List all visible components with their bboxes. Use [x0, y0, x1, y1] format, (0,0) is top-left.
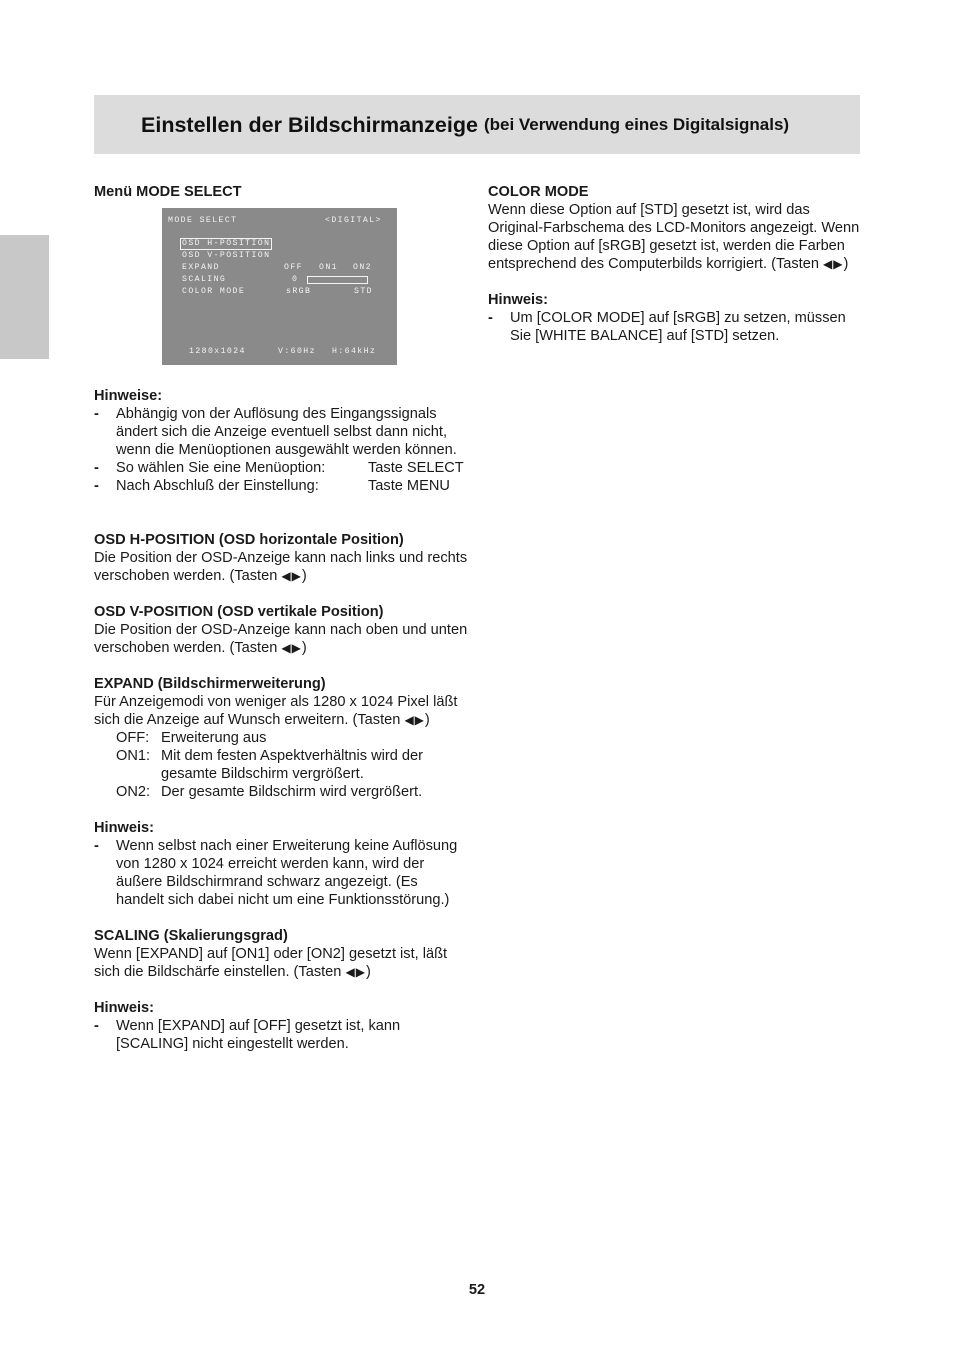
osd-resolution: 1280x1024 [189, 347, 246, 356]
osd-vfreq: V:60Hz [278, 347, 316, 356]
osd-screen-image [162, 208, 397, 365]
key-row-key: Taste SELECT [368, 460, 464, 476]
expand-heading: EXPAND (Bildschirmerweiterung) [94, 676, 326, 692]
key-row-label: So wählen Sie eine Menüoption: [116, 460, 326, 476]
hint2-item: - Wenn [EXPAND] auf [OFF] gesetzt ist, kann [SCALING] nicht eingestellt werden. [94, 1018, 401, 1052]
side-tab [0, 235, 49, 359]
osd-item-expand: EXPAND [182, 263, 220, 272]
osd-color-std: STD [354, 287, 373, 296]
page-title: Einstellen der Bildschirmanzeige [141, 112, 478, 137]
left-column [94, 183, 469, 1053]
section-header [94, 95, 860, 154]
key-row-key: Taste MENU [368, 478, 450, 494]
osd-item-hpos: OSD H-POSITION [182, 239, 271, 248]
key-row-label: Nach Abschluß der Einstellung: [116, 478, 319, 494]
osd-hfreq: H:64kHz [332, 347, 377, 356]
bullet-dash: - [94, 406, 99, 422]
hint2-heading: Hinweis: [94, 1000, 155, 1016]
left-right-arrows-icon: ◀▶ [281, 569, 302, 583]
note-text: Abhängig von der Auflösung des Eingangssignals ändert sich die Anzeige eventuell selbst dann nicht, wenn die Menüoptionen ausgewählt werden können. [116, 406, 457, 458]
key-row [94, 477, 469, 495]
bullet-dash: - [94, 460, 99, 476]
hpos-heading: OSD H-POSITION (OSD horizontale Position) [94, 532, 404, 548]
definition-row: ON2: Der gesamte Bildschirm wird vergrößert. [116, 784, 423, 800]
expand-definitions [94, 729, 469, 801]
osd-expand-off: OFF [284, 263, 303, 272]
vpos-heading: OSD V-POSITION (OSD vertikale Position) [94, 604, 384, 620]
osd-color-srgb: sRGB [286, 287, 312, 296]
osd-expand-on1: ON1 [319, 263, 338, 272]
scaling-text: Wenn [EXPAND] auf [ON1] oder [ON2] gesetzt ist, läßt sich die Bildschärfe einstellen. (Tasten ◀▶) [94, 946, 448, 980]
definition-row: OFF: Erweiterung aus [116, 730, 267, 746]
osd-scaling-value: 0 [292, 275, 299, 284]
color-mode-text: Wenn diese Option auf [STD] gesetzt ist, wird das Original-Farbschema des LCD-Monitors angezeigt. Wenn diese Option auf [sRGB] gesetzt ist, werden die Farben entsprechend des Computerbilds korrigiert. (Tasten ◀▶) [488, 202, 860, 272]
osd-item-color: COLOR MODE [182, 287, 246, 296]
osd-item-scaling: SCALING [182, 275, 227, 284]
page-number: 52 [468, 1282, 486, 1298]
key-row [94, 459, 469, 477]
page-subtitle: (bei Verwendung eines Digitalsignals) [483, 114, 790, 134]
left-right-arrows-icon: ◀▶ [404, 713, 425, 727]
osd-scaling-bar [307, 276, 368, 284]
scaling-heading: SCALING (Skalierungsgrad) [94, 928, 288, 944]
hpos-text: Die Position der OSD-Anzeige kann nach links und rechts verschoben werden. (Tasten ◀▶) [94, 550, 468, 584]
right-hint-item: - Um [COLOR MODE] auf [sRGB] zu setzen, müssen Sie [WHITE BALANCE] auf [STD] setzen. [488, 310, 846, 344]
hint1-item: - Wenn selbst nach einer Erweiterung keine Auflösung von 1280 x 1024 erreicht werden kann, wird der äußere Bildschirmrand schwarz angezeigt. (Es handelt sich dabei nicht um eine Funktionsstörung.) [94, 838, 458, 908]
right-column [488, 183, 860, 345]
left-right-arrows-icon: ◀▶ [345, 965, 366, 979]
osd-item-vpos: OSD V-POSITION [182, 251, 271, 260]
hint1-heading: Hinweis: [94, 820, 155, 836]
expand-text: Für Anzeigemodi von weniger als 1280 x 1024 Pixel läßt sich die Anzeige auf Wunsch erweitern. (Tasten ◀▶) [94, 694, 458, 728]
bullet-dash: - [94, 478, 99, 494]
vpos-text: Die Position der OSD-Anzeige kann nach oben und unten verschoben werden. (Tasten ◀▶) [94, 622, 468, 656]
osd-title: MODE SELECT [168, 216, 238, 225]
notes-heading: Hinweise: [94, 388, 163, 404]
color-mode-heading: COLOR MODE [488, 184, 589, 200]
left-right-arrows-icon: ◀▶ [823, 257, 844, 271]
left-right-arrows-icon: ◀▶ [281, 641, 302, 655]
right-hint-heading: Hinweis: [488, 292, 549, 308]
osd-expand-on2: ON2 [353, 263, 372, 272]
osd-signal: <DIGITAL> [325, 216, 382, 225]
note-item [94, 405, 469, 459]
menu-heading: Menü MODE SELECT [94, 184, 242, 200]
definition-row: ON1: Mit dem festen Aspektverhältnis wird der gesamte Bildschirm vergrößert. [116, 748, 423, 782]
